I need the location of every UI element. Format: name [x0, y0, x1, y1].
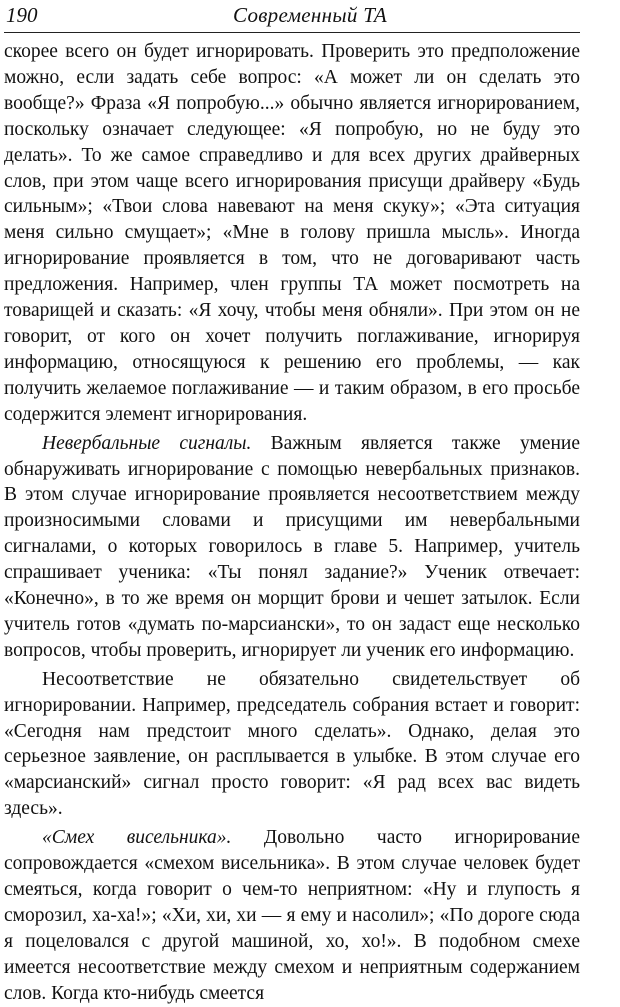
paragraph-1-text: скорее всего он будет игнорировать. Проверить это предположение можно, если задать себе вопрос: «А может ли он сделать это вообще?» Фраза «Я попробую...» обычно является игнорированием, поскольку означает следующее: «Я попробую, но не буду это делать». То же самое справедливо и для всех других драйверных слов, при этом чаще всего игнорирования присущи драйверу «Будь сильным»; «Твои слова навевают на меня скуку»; «Эта ситуация меня сильно смущает»; «Мне в голову пришла мысль». Иногда игнорирование проявляется в том, что не договаривают часть предложения. Например, член группы ТА может посмотреть на товарищей и сказать: «Я хочу, чтобы меня обняли». При этом он не говорит, от кого он хочет получить поглаживание, игнорируя информацию, относящуюся к решению его проблемы, — как получить желаемое поглаживание — и таким образом, в его просьбе содержится элемент игнорирования.: [4, 41, 580, 425]
paragraph-2-text: Важным является также умение обнаруживать игнорирование с помощью невербальных признаков. В этом случае игнорирование проявляется несоответствием между произносимыми словами и присущими им невербальными сигналами, о которых говорилось в главе 5. Например, учитель спрашивает ученика: «Ты понял задание?» Ученик отвечает: «Конечно», в то же время он морщит брови и чешет затылок. Если учитель готов «думать по-марсиански», то он задаст еще несколько вопросов, чтобы проверить, игнорирует ли ученик его информацию.: [4, 432, 580, 661]
page-number: 190: [6, 3, 38, 27]
paragraph-4-text: Довольно часто игнорирование сопровождается «смехом висельника». В этом случае человек будет смеяться, когда говорит о чем-то неприятном: «Ну и глупость я сморозил, ха-ха!»; «Хи, хи, хи — я ему и насолил»; «По дороге сюда я поцеловался с другой машиной, хо, хо!». В подобном смехе имеется несоответствие между смехом и неприятным содержанием слов. Когда кто-нибудь смеется: [4, 827, 580, 1004]
paragraph-4-lead: «Смех висельника».: [42, 827, 232, 849]
paragraph-3: [4, 667, 580, 822]
page-header: [0, 0, 620, 34]
paragraph-4: [4, 825, 580, 1006]
header-rule: [4, 32, 580, 33]
paragraph-1: [4, 39, 580, 428]
paragraph-2: [4, 431, 580, 664]
body-text: [4, 39, 580, 1007]
running-title: Современный ТА: [233, 3, 387, 27]
paragraph-2-lead: Невербальные сигналы.: [42, 432, 252, 454]
paragraph-3-text: Несоответствие не обязательно свидетельствует об игнорировании. Например, председатель собрания встает и говорит: «Сегодня нам предстоит много сделать». Однако, делая это серьезное заявление, он расплывается в улыбке. В этом случае его «марсианский» сигнал просто говорит: «Я рад всех вас видеть здесь».: [4, 668, 580, 820]
